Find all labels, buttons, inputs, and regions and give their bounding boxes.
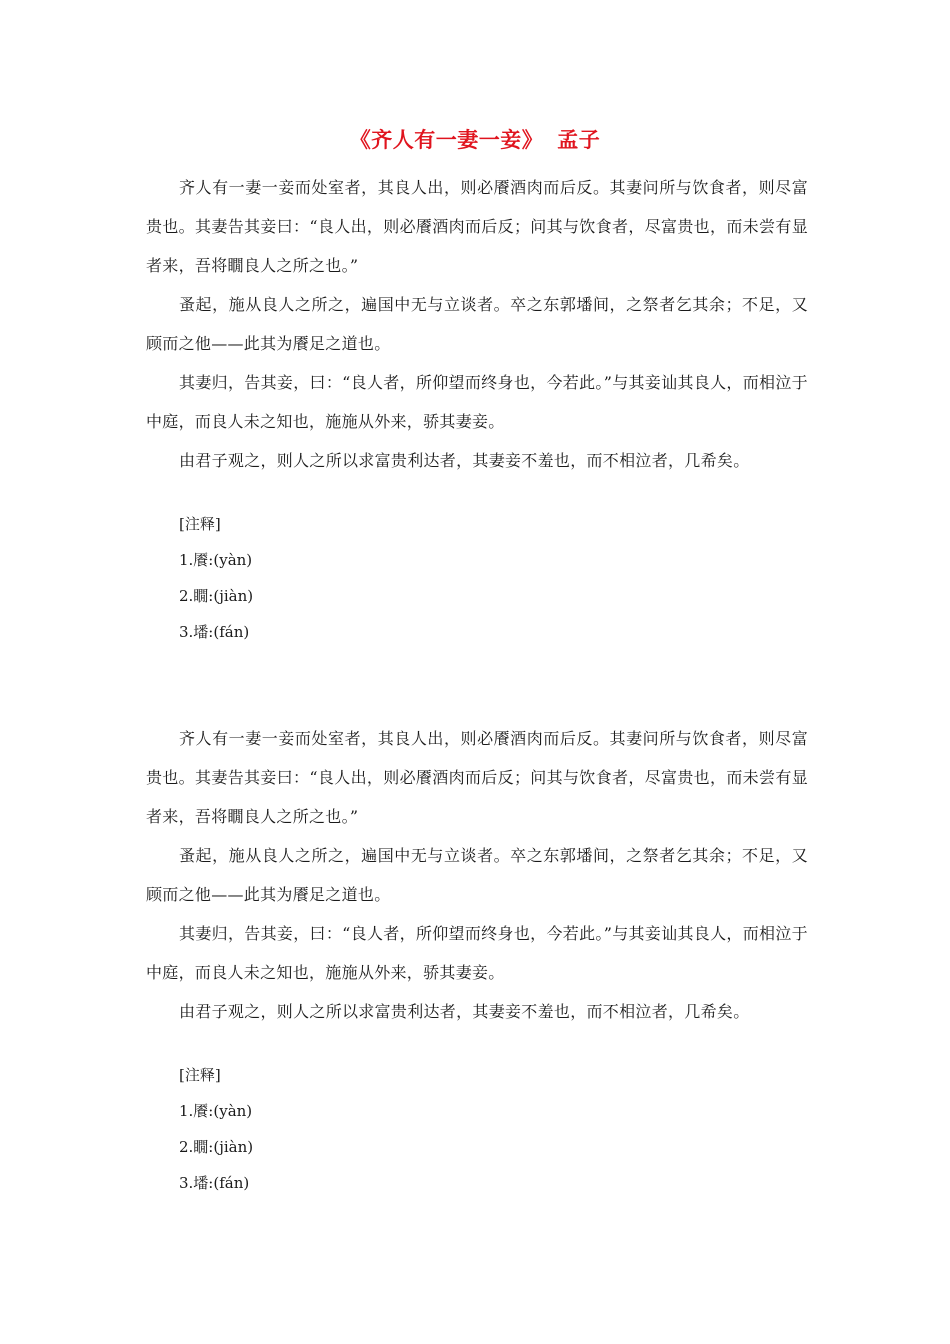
note-item: 2.瞯:(jiàn) bbox=[179, 587, 254, 605]
notes-block bbox=[146, 506, 808, 650]
paragraph: 其妻归，告其妾，曰：“良人者，所仰望而终身也，今若此。”与其妾讪其良人，而相泣于中庭，而良人未之知也，施施从外来，骄其妻妾。 bbox=[146, 373, 808, 431]
note-item: 3.墦:(fán) bbox=[179, 623, 250, 641]
author-name: 孟子 bbox=[557, 127, 601, 152]
text-section-2 bbox=[146, 719, 808, 1201]
paragraph: 齐人有一妻一妾而处室者，其良人出，则必餍酒肉而后反。其妻问所与饮食者，则尽富贵也。其妻告其妾曰：“良人出，则必餍酒肉而后反；问其与饮食者，尽富贵也，而未尝有显者来，吾将瞯良人之所之也。” bbox=[146, 729, 808, 826]
note-item: 3.墦:(fán) bbox=[179, 1174, 250, 1192]
paragraph: 由君子观之，则人之所以求富贵利达者，其妻妾不羞也，而不相泣者，几希矣。 bbox=[179, 451, 750, 470]
notes-heading: [注释] bbox=[179, 515, 221, 533]
paragraph: 其妻归，告其妾，曰：“良人者，所仰望而终身也，今若此。”与其妾讪其良人，而相泣于中庭，而良人未之知也，施施从外来，骄其妻妾。 bbox=[146, 924, 808, 982]
note-item: 1.餍:(yàn) bbox=[179, 551, 253, 569]
paragraph: 由君子观之，则人之所以求富贵利达者，其妻妾不羞也，而不相泣者，几希矣。 bbox=[179, 1002, 750, 1021]
title-text: 《齐人有一妻一妾》 bbox=[349, 127, 544, 152]
paragraph: 蚤起，施从良人之所之，遍国中无与立谈者。卒之东郭墦间，之祭者乞其余；不足，又顾而之他——此其为餍足之道也。 bbox=[146, 846, 808, 904]
notes-block bbox=[146, 1057, 808, 1201]
note-item: 2.瞯:(jiàn) bbox=[179, 1138, 254, 1156]
text-section-1 bbox=[146, 168, 808, 650]
paragraph: 蚤起，施从良人之所之，遍国中无与立谈者。卒之东郭墦间，之祭者乞其余；不足，又顾而之他——此其为餍足之道也。 bbox=[146, 295, 808, 353]
document-title bbox=[0, 124, 950, 154]
paragraph: 齐人有一妻一妾而处室者，其良人出，则必餍酒肉而后反。其妻问所与饮食者，则尽富贵也。其妻告其妾曰：“良人出，则必餍酒肉而后反；问其与饮食者，尽富贵也，而未尝有显者来，吾将瞯良人之所之也。” bbox=[146, 178, 808, 275]
notes-heading: [注释] bbox=[179, 1066, 221, 1084]
note-item: 1.餍:(yàn) bbox=[179, 1102, 253, 1120]
